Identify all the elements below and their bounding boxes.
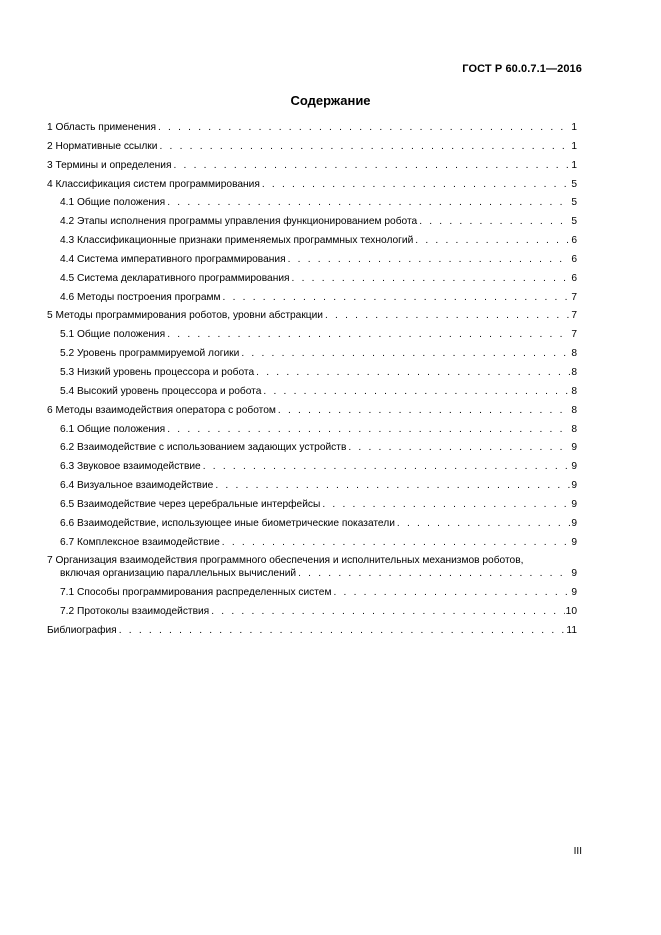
toc-entry-7-2[interactable] [47,603,577,622]
leader-dots [167,194,570,213]
leader-dots [415,232,570,251]
toc-entry-6-1[interactable] [47,421,577,440]
page-number: III [573,846,582,857]
toc-entry-page: 9 [571,587,577,599]
leader-dots [119,622,566,641]
toc-entry-1[interactable] [47,119,577,138]
toc-entry-text: 4.3 Классификационные признаки применяемых программных технологий [60,235,414,247]
toc-entry-5[interactable] [47,307,577,326]
toc-entry-6-2[interactable] [47,439,577,458]
toc-entry-text: 5.1 Общие положения [60,329,166,341]
leader-dots [167,421,570,440]
toc-entry-page: 9 [571,568,577,580]
toc-entry-page: 9 [571,461,577,473]
toc-entry-page: 9 [571,498,577,510]
toc-entry-4-4[interactable] [47,251,577,270]
toc-entry-4-3[interactable] [47,232,577,251]
toc-entry-page: 7 [571,310,577,322]
toc-entry-page: 1 [571,159,577,171]
leader-dots [262,176,570,195]
leader-dots [159,138,570,157]
toc-entry-page: 1 [571,122,577,133]
toc-entry-page: 5 [571,216,577,228]
leader-dots [333,584,570,603]
toc-entry-text: 6.5 Взаимодействие через церебральные интерфейсы [60,498,321,510]
toc-entry-page: 8 [571,366,577,378]
toc-entry-text: включая организацию параллельных вычислений [60,568,297,580]
toc-entry-text: 5.4 Высокий уровень процессора и робота [60,385,262,397]
leader-dots [397,515,570,534]
toc-entry-6-4[interactable] [47,477,577,496]
toc-entry-7-1[interactable] [47,584,577,603]
toc-entry-page: 7 [571,329,577,341]
toc-entry-page: 6 [571,235,577,247]
toc-entry-4[interactable] [47,176,577,195]
leader-dots [348,439,570,458]
toc-title: Содержание [290,93,371,108]
toc-entry-page: 8 [571,385,577,397]
toc-entry-4-6[interactable] [47,289,577,308]
toc-entry-text: Библиография [47,624,117,636]
leader-dots [222,534,571,553]
toc-entry-text: 6.7 Комплексное взаимодействие [60,536,220,548]
toc-entry-bibliography[interactable] [47,622,577,641]
table-of-contents [47,119,577,641]
toc-entry-4-2[interactable] [47,213,577,232]
toc-entry-page: 8 [571,404,577,416]
leader-dots [167,326,570,345]
toc-entry-text: 6.3 Звуковое взаимодействие [60,461,201,473]
toc-entry-6-7[interactable] [47,534,577,553]
toc-entry-page: 6 [571,272,577,284]
toc-entry-page: 1 [571,140,577,152]
toc-entry-4-1[interactable] [47,194,577,213]
toc-entry-page: 9 [571,517,577,529]
toc-entry-text: 4.4 Система императивного программирования [60,253,286,265]
toc-entry-text: 6.6 Взаимодействие, использующее иные биометрические показатели [60,517,395,529]
leader-dots [223,289,571,308]
toc-entry-page: 9 [571,480,577,492]
toc-entry-5-3[interactable] [47,364,577,383]
toc-entry-6-5[interactable] [47,496,577,515]
leader-dots [325,307,570,326]
toc-entry-page: 10 [565,605,577,617]
toc-entry-text: 6.2 Взаимодействие с использованием задающих устройств [60,442,347,454]
leader-dots [241,345,570,364]
document-code: ГОСТ Р 60.0.7.1—2016 [462,63,582,75]
leader-dots [288,251,571,270]
toc-entry-text: 5.3 Низкий уровень процессора и робота [60,366,255,378]
toc-entry-text: 4 Классификация систем программирования [47,178,260,190]
toc-entry-text: 5.2 Уровень программируемой логики [60,348,240,360]
leader-dots [158,119,570,138]
toc-entry-text: 7.2 Протоколы взаимодействия [60,605,210,617]
toc-entry-page: 8 [571,348,577,360]
toc-entry-4-5[interactable] [47,270,577,289]
toc-entry-page: 9 [571,442,577,454]
toc-entry-5-1[interactable] [47,326,577,345]
toc-entry-text: 4.2 Этапы исполнения программы управления функционированием робота [60,216,418,228]
toc-entry-6-3[interactable] [47,458,577,477]
toc-entry-page: 7 [571,291,577,303]
toc-entry-5-4[interactable] [47,383,577,402]
toc-entry-text: 4.5 Система декларативного программирования [60,272,290,284]
leader-dots [173,157,570,176]
toc-entry-text: 6.1 Общие положения [60,423,166,435]
leader-dots [298,565,570,584]
toc-entry-text: 4.1 Общие положения [60,197,166,209]
toc-entry-2[interactable] [47,138,577,157]
toc-entry-text: 1 Область применения [47,122,156,133]
toc-entry-7-line-1[interactable]: 7 Организация взаимодействия программного обеспечения и исполнительных механизмов роботов, [47,555,524,567]
toc-entry-6[interactable] [47,402,577,421]
leader-dots [211,603,564,622]
toc-entry-page: 5 [571,178,577,190]
toc-entry-text: 5 Методы программирования роботов, уровни абстракции [47,310,323,322]
toc-entry-page: 9 [571,536,577,548]
toc-entry-6-6[interactable] [47,515,577,534]
toc-entry-text: 2 Нормативные ссылки [47,140,158,152]
toc-entry-text: 6 Методы взаимодействия оператора с роботом [47,404,276,416]
leader-dots [215,477,570,496]
toc-entry-5-2[interactable] [47,345,577,364]
leader-dots [263,383,570,402]
leader-dots [419,213,570,232]
toc-entry-text: 6.4 Визуальное взаимодействие [60,480,214,492]
toc-entry-3[interactable] [47,157,577,176]
toc-entry-page: 6 [571,253,577,265]
leader-dots [322,496,570,515]
toc-entry-text: 7.1 Способы программирования распределенных систем [60,587,332,599]
leader-dots [203,458,571,477]
leader-dots [278,402,570,421]
leader-dots [292,270,571,289]
toc-entry-page: 8 [571,423,577,435]
toc-entry-text: 4.6 Методы построения программ [60,291,221,303]
leader-dots [256,364,570,383]
toc-entry-7[interactable] [47,565,577,584]
toc-entry-page: 5 [571,197,577,209]
toc-entry-page: 11 [566,624,577,636]
toc-entry-text: 3 Термины и определения [47,159,172,171]
